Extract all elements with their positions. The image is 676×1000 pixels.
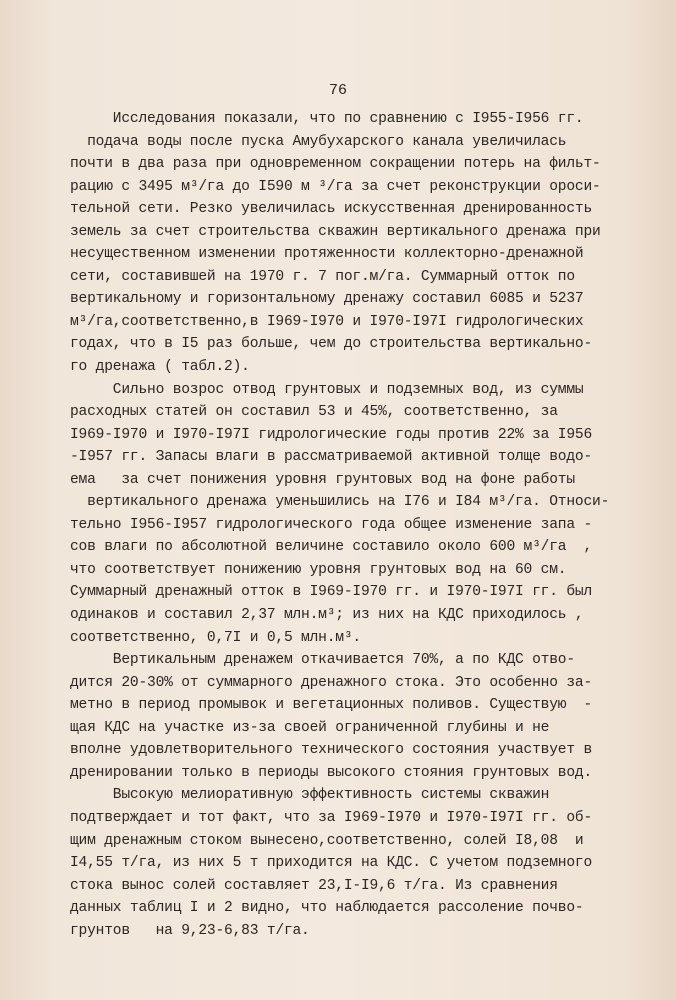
text-line: подача воды после пуска Амубухарского канала увеличилась (70, 133, 567, 150)
text-line: I4,55 т/га, из них 5 т приходится на КДС. С учетом подземного (70, 855, 593, 872)
text-line: I969-I970 и I970-I97I гидрологические годы против 22% за I956 (70, 426, 593, 443)
text-line: дренировании только в периоды высокого стояния грунтовых вод. (70, 764, 593, 781)
text-line: годах, что в I5 раз больше, чем до строительства вертикально- (70, 336, 593, 353)
text-line: соответственно, 0,7I и 0,5 млн.м³. (70, 629, 361, 646)
text-line: вертикальному и горизонтальному дренажу составил 6085 и 5237 (70, 291, 584, 308)
text-line: данных таблиц I и 2 видно, что наблюдается рассоление почво- (70, 900, 584, 917)
text-line: Суммарный дренажный отток в I969-I970 гг. и I970-I97I гг. был (70, 584, 593, 601)
text-line: Вертикальным дренажем откачивается 70%, а по КДС отво- (70, 652, 575, 669)
text-line: щая КДС на участке из-за своей ограниченной глубины и не (70, 719, 550, 736)
text-line: несущественном изменении протяженности коллекторно-дренажной (70, 246, 584, 263)
text-line: тельной сети. Резко увеличилась искусственная дренированность (70, 201, 593, 218)
text-line: сов влаги по абсолютной величине составило около 600 м³/га , (70, 539, 593, 556)
text-line: одинаков и составил 2,37 млн.м³; из них на КДС приходилось , (70, 607, 584, 624)
text-line: почти в два раза при одновременном сокращении потерь на фильт- (70, 156, 601, 173)
text-line: го дренажа ( табл.2). (70, 359, 250, 376)
text-line: стока вынос солей составляет 23,I-I9,6 т/га. Из сравнения (70, 877, 558, 894)
text-line: ема за счет понижения уровня грунтовых вод на фоне работы (70, 471, 575, 488)
text-line: рацию с 3495 м³/га до I590 м ³/га за счет реконструкции ороси- (70, 178, 601, 195)
text-line: сети, составившей на 1970 г. 7 пог.м/га. Суммарный отток по (70, 268, 575, 285)
text-line: Сильно возрос отвод грунтовых и подземных вод, из суммы (70, 381, 584, 398)
text-line: расходных статей он составил 53 и 45%, соответственно, за (70, 404, 558, 421)
text-line: дится 20-30% от суммарного дренажного стока. Это особенно за- (70, 674, 593, 691)
text-line: что соответствует понижению уровня грунтовых вод на 60 см. (70, 561, 567, 578)
text-line: Высокую мелиоративную эффективность системы скважин (70, 787, 550, 804)
body-text (70, 108, 610, 942)
text-line: щим дренажным стоком вынесено,соответственно, солей I8,08 и (70, 832, 584, 849)
text-line: земель за счет строительства скважин вертикального дренажа при (70, 223, 601, 240)
text-line: -I957 гг. Запасы влаги в рассматриваемой активной толще водо- (70, 449, 593, 466)
text-line: подтверждает и тот факт, что за I969-I970 и I970-I97I гг. об- (70, 809, 593, 826)
text-line: тельно I956-I957 гидрологического года общее изменение запа - (70, 516, 593, 533)
text-line: м³/га,соответственно,в I969-I970 и I970-I97I гидрологических (70, 313, 584, 330)
text-line: вертикального дренажа уменьшились на I76 и I84 м³/га. Относи- (70, 494, 610, 511)
page-number: 76 (328, 82, 347, 99)
text-line: метно в период промывок и вегетационных поливов. Существую - (70, 697, 593, 714)
text-line: вполне удовлетворительного технического состояния участвует в (70, 742, 593, 759)
text-line: грунтов на 9,23-6,83 т/га. (70, 922, 310, 939)
text-line: Исследования показали, что по сравнению с I955-I956 гг. (70, 111, 584, 127)
